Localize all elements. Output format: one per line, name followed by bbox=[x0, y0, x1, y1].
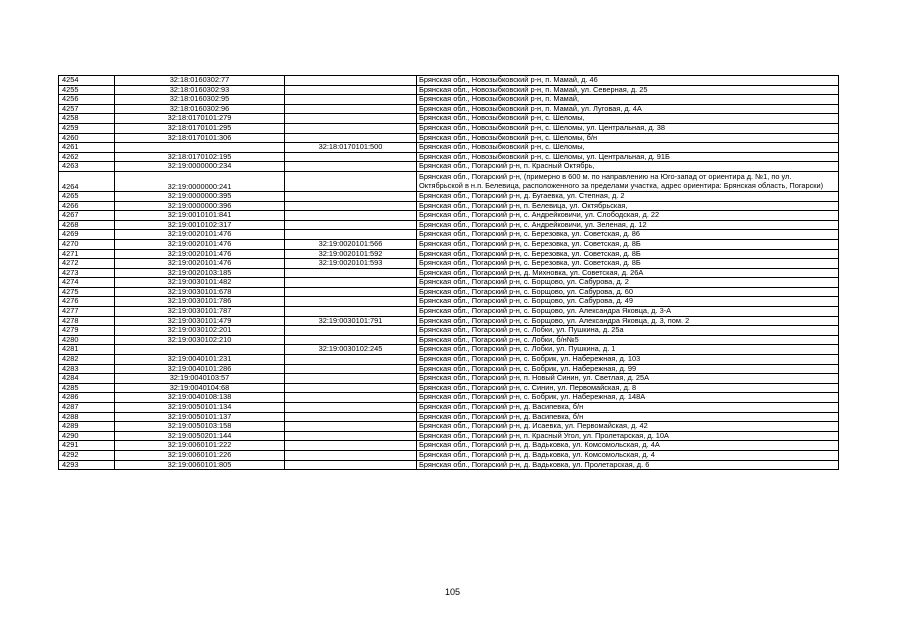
row-number-cell: 4272 bbox=[59, 259, 115, 269]
secondary-cadastral-number-cell bbox=[285, 95, 417, 105]
address-cell: Брянская обл., Погарский р-н, (примерно в 600 м. по направлению на Юго-запад от ориентира д. №1, по ул. Октябрьской в н.п. Белевица, расположенного за пределами участка, адрес ориентира: Брянская область, Погарски) bbox=[417, 171, 839, 191]
secondary-cadastral-number-cell: 32:19:0020101:593 bbox=[285, 259, 417, 269]
row-number-cell: 4271 bbox=[59, 249, 115, 259]
row-number-cell: 4259 bbox=[59, 123, 115, 133]
secondary-cadastral-number-cell bbox=[285, 162, 417, 172]
row-number-cell: 4292 bbox=[59, 450, 115, 460]
table-row bbox=[59, 460, 839, 470]
address-cell: Брянская обл., Новозыбковский р-н, с. Шеломы, ул. Центральная, д. 91Б bbox=[417, 152, 839, 162]
cadastral-number-cell: 32:19:0000000:234 bbox=[115, 162, 285, 172]
cadastral-number-cell: 32:19:0010101:841 bbox=[115, 211, 285, 221]
cadastral-number-cell: 32:19:0030102:210 bbox=[115, 335, 285, 345]
address-cell: Брянская обл., Погарский р-н, с. Борщово, ул. Александра Яковца, д. 3-А bbox=[417, 307, 839, 317]
cadastral-number-cell: 32:19:0020103:185 bbox=[115, 268, 285, 278]
table-row bbox=[59, 297, 839, 307]
cadastral-number-cell: 32:18:0160302:95 bbox=[115, 95, 285, 105]
secondary-cadastral-number-cell: 32:19:0030101:791 bbox=[285, 316, 417, 326]
address-cell: Брянская обл., Погарский р-н, с. Борщово, ул. Александра Яковца, д. 3, пом. 2 bbox=[417, 316, 839, 326]
secondary-cadastral-number-cell bbox=[285, 374, 417, 384]
cadastral-number-cell: 32:19:0010102:317 bbox=[115, 220, 285, 230]
cadastral-number-cell: 32:18:0160302:77 bbox=[115, 76, 285, 86]
row-number-cell: 4277 bbox=[59, 307, 115, 317]
row-number-cell: 4268 bbox=[59, 220, 115, 230]
row-number-cell: 4288 bbox=[59, 412, 115, 422]
secondary-cadastral-number-cell bbox=[285, 335, 417, 345]
secondary-cadastral-number-cell bbox=[285, 171, 417, 191]
table-row bbox=[59, 220, 839, 230]
secondary-cadastral-number-cell bbox=[285, 355, 417, 365]
address-cell: Брянская обл., Погарский р-н, с. Березовка, ул. Советская, д. 8Б bbox=[417, 249, 839, 259]
address-cell: Брянская обл., Погарский р-н, с. Бобрик, ул. Набережная, д. 148А bbox=[417, 393, 839, 403]
table-row bbox=[59, 345, 839, 355]
row-number-cell: 4265 bbox=[59, 191, 115, 201]
secondary-cadastral-number-cell: 32:19:0020101:592 bbox=[285, 249, 417, 259]
table-body bbox=[59, 76, 839, 470]
address-cell: Брянская обл., Погарский р-н, д. Васипевка, б/н bbox=[417, 412, 839, 422]
secondary-cadastral-number-cell bbox=[285, 450, 417, 460]
cadastral-number-cell bbox=[115, 345, 285, 355]
cadastral-number-cell: 32:19:0030101:479 bbox=[115, 316, 285, 326]
table-row bbox=[59, 211, 839, 221]
address-cell: Брянская обл., Новозыбковский р-н, с. Шеломы, bbox=[417, 114, 839, 124]
address-cell: Брянская обл., Погарский р-н, с. Березовка, ул. Советская, д. 8Б bbox=[417, 259, 839, 269]
row-number-cell: 4262 bbox=[59, 152, 115, 162]
table-row bbox=[59, 230, 839, 240]
row-number-cell: 4291 bbox=[59, 441, 115, 451]
table-row bbox=[59, 278, 839, 288]
table-row bbox=[59, 364, 839, 374]
cadastral-number-cell: 32:19:0060101:222 bbox=[115, 441, 285, 451]
row-number-cell: 4263 bbox=[59, 162, 115, 172]
address-cell: Брянская обл., Новозыбковский р-н, с. Шеломы, bbox=[417, 143, 839, 153]
table-row bbox=[59, 316, 839, 326]
cadastral-number-cell bbox=[115, 143, 285, 153]
secondary-cadastral-number-cell bbox=[285, 287, 417, 297]
secondary-cadastral-number-cell bbox=[285, 364, 417, 374]
address-cell: Брянская обл., Погарский р-н, п. Белевица, ул. Октябрьская, bbox=[417, 201, 839, 211]
row-number-cell: 4269 bbox=[59, 230, 115, 240]
address-cell: Брянская обл., Погарский р-н, д. Вадьковка, ул. Комсомольская, д. 4 bbox=[417, 450, 839, 460]
cadastral-number-cell: 32:18:0170101:279 bbox=[115, 114, 285, 124]
address-cell: Брянская обл., Погарский р-н, с. Андрейковичи, ул. Слободская, д. 22 bbox=[417, 211, 839, 221]
secondary-cadastral-number-cell bbox=[285, 297, 417, 307]
table-row bbox=[59, 76, 839, 86]
address-cell: Брянская обл., Новозыбковский р-н, п. Мамай, д. 46 bbox=[417, 76, 839, 86]
table-row bbox=[59, 201, 839, 211]
cadastral-number-cell: 32:19:0030101:787 bbox=[115, 307, 285, 317]
table-row bbox=[59, 95, 839, 105]
secondary-cadastral-number-cell bbox=[285, 123, 417, 133]
cadastral-number-cell: 32:19:0000000:395 bbox=[115, 191, 285, 201]
address-cell: Брянская обл., Новозыбковский р-н, п. Мамай, bbox=[417, 95, 839, 105]
cadastral-number-cell: 32:19:0020101:476 bbox=[115, 239, 285, 249]
row-number-cell: 4284 bbox=[59, 374, 115, 384]
secondary-cadastral-number-cell bbox=[285, 278, 417, 288]
cadastral-number-cell: 32:19:0060101:226 bbox=[115, 450, 285, 460]
row-number-cell: 4283 bbox=[59, 364, 115, 374]
address-cell: Брянская обл., Погарский р-н, д. Васипевка, б/н bbox=[417, 403, 839, 413]
secondary-cadastral-number-cell bbox=[285, 114, 417, 124]
row-number-cell: 4281 bbox=[59, 345, 115, 355]
row-number-cell: 4254 bbox=[59, 76, 115, 86]
cadastral-number-cell: 32:19:0040101:286 bbox=[115, 364, 285, 374]
secondary-cadastral-number-cell bbox=[285, 133, 417, 143]
row-number-cell: 4257 bbox=[59, 104, 115, 114]
table-row bbox=[59, 431, 839, 441]
secondary-cadastral-number-cell bbox=[285, 76, 417, 86]
cadastral-number-cell: 32:19:0040104:68 bbox=[115, 383, 285, 393]
secondary-cadastral-number-cell bbox=[285, 460, 417, 470]
address-cell: Брянская обл., Погарский р-н, д. Бугаевка, ул. Степная, д. 2 bbox=[417, 191, 839, 201]
secondary-cadastral-number-cell bbox=[285, 403, 417, 413]
address-cell: Брянская обл., Новозыбковский р-н, с. Шеломы, б/н bbox=[417, 133, 839, 143]
secondary-cadastral-number-cell bbox=[285, 201, 417, 211]
cadastral-number-cell: 32:19:0040101:231 bbox=[115, 355, 285, 365]
address-cell: Брянская обл., Погарский р-н, п. Новый Синин, ул. Светлая, д. 25А bbox=[417, 374, 839, 384]
secondary-cadastral-number-cell bbox=[285, 441, 417, 451]
row-number-cell: 4282 bbox=[59, 355, 115, 365]
table-row bbox=[59, 383, 839, 393]
secondary-cadastral-number-cell bbox=[285, 326, 417, 336]
property-table bbox=[58, 75, 839, 470]
address-cell: Брянская обл., Погарский р-н, с. Синин, ул. Первомайская, д. 8 bbox=[417, 383, 839, 393]
row-number-cell: 4275 bbox=[59, 287, 115, 297]
secondary-cadastral-number-cell bbox=[285, 191, 417, 201]
secondary-cadastral-number-cell: 32:19:0020101:566 bbox=[285, 239, 417, 249]
row-number-cell: 4267 bbox=[59, 211, 115, 221]
secondary-cadastral-number-cell bbox=[285, 431, 417, 441]
cadastral-number-cell: 32:18:0170101:295 bbox=[115, 123, 285, 133]
table-row bbox=[59, 143, 839, 153]
table-row bbox=[59, 307, 839, 317]
cadastral-number-cell: 32:19:0030102:201 bbox=[115, 326, 285, 336]
row-number-cell: 4273 bbox=[59, 268, 115, 278]
address-cell: Брянская обл., Погарский р-н, д. Исаевка, ул. Первомайская, д. 42 bbox=[417, 422, 839, 432]
cadastral-number-cell: 32:19:0020101:476 bbox=[115, 259, 285, 269]
row-number-cell: 4274 bbox=[59, 278, 115, 288]
secondary-cadastral-number-cell bbox=[285, 220, 417, 230]
cadastral-number-cell: 32:19:0060101:805 bbox=[115, 460, 285, 470]
table-row bbox=[59, 123, 839, 133]
table-row bbox=[59, 239, 839, 249]
table-row bbox=[59, 171, 839, 191]
table-row bbox=[59, 403, 839, 413]
cadastral-number-cell: 32:18:0170102:195 bbox=[115, 152, 285, 162]
table-row bbox=[59, 355, 839, 365]
address-cell: Брянская обл., Погарский р-н, с. Борщово, ул. Сабурова, д. 60 bbox=[417, 287, 839, 297]
secondary-cadastral-number-cell: 32:18:0170101:500 bbox=[285, 143, 417, 153]
address-cell: Брянская обл., Погарский р-н, п. Красный Угол, ул. Пролетарская, д. 10А bbox=[417, 431, 839, 441]
cadastral-number-cell: 32:19:0050103:158 bbox=[115, 422, 285, 432]
row-number-cell: 4258 bbox=[59, 114, 115, 124]
row-number-cell: 4289 bbox=[59, 422, 115, 432]
table-row bbox=[59, 412, 839, 422]
table-row bbox=[59, 450, 839, 460]
table-row bbox=[59, 191, 839, 201]
row-number-cell: 4287 bbox=[59, 403, 115, 413]
row-number-cell: 4266 bbox=[59, 201, 115, 211]
row-number-cell: 4276 bbox=[59, 297, 115, 307]
cadastral-number-cell: 32:19:0000000:396 bbox=[115, 201, 285, 211]
address-cell: Брянская обл., Погарский р-н, с. Березовка, ул. Советская, д. 86 bbox=[417, 230, 839, 240]
secondary-cadastral-number-cell bbox=[285, 383, 417, 393]
cadastral-number-cell: 32:19:0020101:476 bbox=[115, 230, 285, 240]
table-row bbox=[59, 249, 839, 259]
table-row bbox=[59, 374, 839, 384]
secondary-cadastral-number-cell bbox=[285, 268, 417, 278]
secondary-cadastral-number-cell bbox=[285, 307, 417, 317]
address-cell: Брянская обл., Погарский р-н, с. Борщово, ул. Сабурова, д. 2 bbox=[417, 278, 839, 288]
table-row bbox=[59, 259, 839, 269]
secondary-cadastral-number-cell bbox=[285, 104, 417, 114]
address-cell: Брянская обл., Погарский р-н, с. Березовка, ул. Советская, д. 8Б bbox=[417, 239, 839, 249]
row-number-cell: 4279 bbox=[59, 326, 115, 336]
cadastral-number-cell: 32:19:0040103:57 bbox=[115, 374, 285, 384]
cadastral-number-cell: 32:19:0040108:138 bbox=[115, 393, 285, 403]
address-cell: Брянская обл., Погарский р-н, с. Борщово, ул. Сабурова, д. 49 bbox=[417, 297, 839, 307]
row-number-cell: 4270 bbox=[59, 239, 115, 249]
table-row bbox=[59, 268, 839, 278]
secondary-cadastral-number-cell bbox=[285, 211, 417, 221]
row-number-cell: 4285 bbox=[59, 383, 115, 393]
secondary-cadastral-number-cell bbox=[285, 422, 417, 432]
table-row bbox=[59, 114, 839, 124]
secondary-cadastral-number-cell: 32:19:0030102:245 bbox=[285, 345, 417, 355]
address-cell: Брянская обл., Погарский р-н, д. Вадьковка, ул. Комсомольская, д. 4А bbox=[417, 441, 839, 451]
cadastral-number-cell: 32:19:0020101:476 bbox=[115, 249, 285, 259]
cadastral-number-cell: 32:19:0050101:137 bbox=[115, 412, 285, 422]
row-number-cell: 4290 bbox=[59, 431, 115, 441]
secondary-cadastral-number-cell bbox=[285, 152, 417, 162]
address-cell: Брянская обл., Погарский р-н, д. Михновка, ул. Советская, д. 26А bbox=[417, 268, 839, 278]
cadastral-number-cell: 32:18:0160302:96 bbox=[115, 104, 285, 114]
table-row bbox=[59, 85, 839, 95]
row-number-cell: 4280 bbox=[59, 335, 115, 345]
table-row bbox=[59, 287, 839, 297]
row-number-cell: 4293 bbox=[59, 460, 115, 470]
address-cell: Брянская обл., Погарский р-н, д. Вадьковка, ул. Пролетарская, д. 6 bbox=[417, 460, 839, 470]
address-cell: Брянская обл., Погарский р-н, с. Андрейковичи, ул. Зеленая, д. 12 bbox=[417, 220, 839, 230]
cadastral-number-cell: 32:19:0030101:786 bbox=[115, 297, 285, 307]
secondary-cadastral-number-cell bbox=[285, 85, 417, 95]
row-number-cell: 4261 bbox=[59, 143, 115, 153]
address-cell: Брянская обл., Новозыбковский р-н, п. Мамай, ул. Луговая, д. 4А bbox=[417, 104, 839, 114]
row-number-cell: 4256 bbox=[59, 95, 115, 105]
cadastral-number-cell: 32:19:0050201:144 bbox=[115, 431, 285, 441]
row-number-cell: 4286 bbox=[59, 393, 115, 403]
table-row bbox=[59, 441, 839, 451]
row-number-cell: 4260 bbox=[59, 133, 115, 143]
address-cell: Брянская обл., Погарский р-н, с. Лобки, б/н№5 bbox=[417, 335, 839, 345]
secondary-cadastral-number-cell bbox=[285, 230, 417, 240]
cadastral-number-cell: 32:19:0000000:241 bbox=[115, 171, 285, 191]
address-cell: Брянская обл., Погарский р-н, п. Красный Октябрь, bbox=[417, 162, 839, 172]
secondary-cadastral-number-cell bbox=[285, 412, 417, 422]
cadastral-number-cell: 32:18:0160302:93 bbox=[115, 85, 285, 95]
secondary-cadastral-number-cell bbox=[285, 393, 417, 403]
address-cell: Брянская обл., Новозыбковский р-н, п. Мамай, ул. Северная, д. 25 bbox=[417, 85, 839, 95]
address-cell: Брянская обл., Погарский р-н, с. Лобки, ул. Пушкина, д. 25а bbox=[417, 326, 839, 336]
address-cell: Брянская обл., Новозыбковский р-н, с. Шеломы, ул. Центральная, д. 38 bbox=[417, 123, 839, 133]
cadastral-number-cell: 32:19:0050101:134 bbox=[115, 403, 285, 413]
cadastral-number-cell: 32:19:0030101:678 bbox=[115, 287, 285, 297]
row-number-cell: 4264 bbox=[59, 171, 115, 191]
cadastral-number-cell: 32:18:0170101:306 bbox=[115, 133, 285, 143]
table-row bbox=[59, 393, 839, 403]
table-row bbox=[59, 326, 839, 336]
address-cell: Брянская обл., Погарский р-н, с. Бобрик, ул. Набережная, д. 103 bbox=[417, 355, 839, 365]
table-row bbox=[59, 335, 839, 345]
page-number: 105 bbox=[444, 587, 461, 597]
table-row bbox=[59, 133, 839, 143]
address-cell: Брянская обл., Погарский р-н, с. Бобрик, ул. Набережная, д. 99 bbox=[417, 364, 839, 374]
row-number-cell: 4255 bbox=[59, 85, 115, 95]
table-row bbox=[59, 152, 839, 162]
table-row bbox=[59, 104, 839, 114]
cadastral-number-cell: 32:19:0030101:482 bbox=[115, 278, 285, 288]
table-row bbox=[59, 422, 839, 432]
address-cell: Брянская обл., Погарский р-н, с. Лобки, ул. Пушкина, д. 1 bbox=[417, 345, 839, 355]
table-row bbox=[59, 162, 839, 172]
row-number-cell: 4278 bbox=[59, 316, 115, 326]
